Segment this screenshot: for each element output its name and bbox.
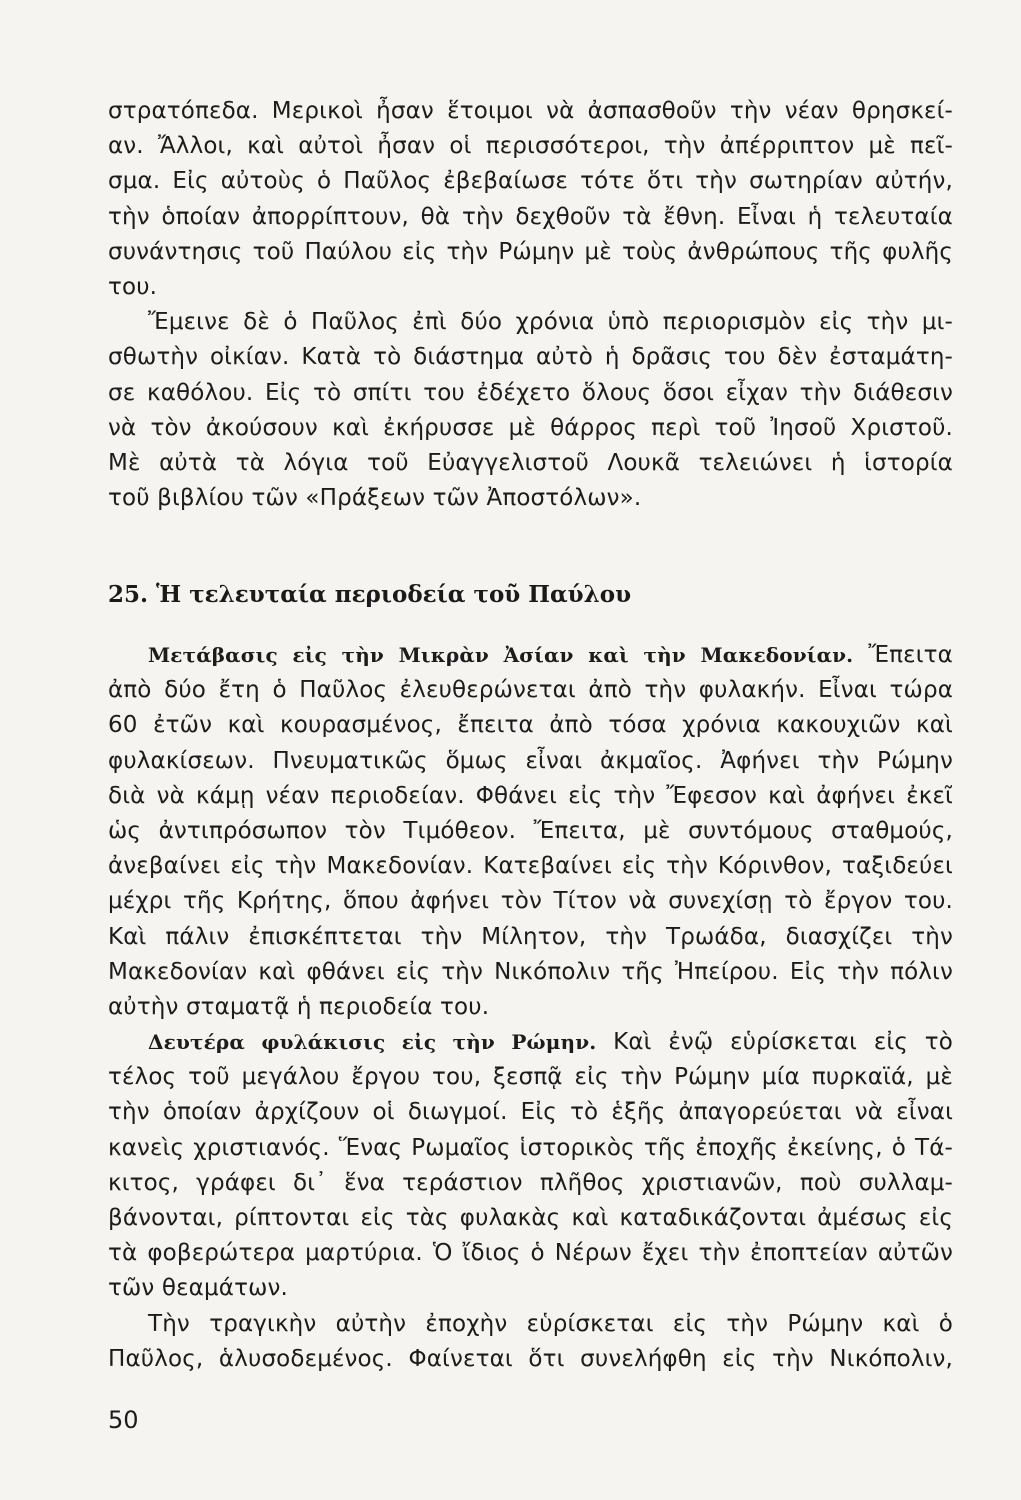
text-line: τῶν θεαμάτων.	[108, 1275, 288, 1302]
text-line: στρατόπεδα. Μερικοὶ ἦσαν ἕτοιμοι νὰ ἀσπασθοῦν τὴν νέαν θρησκεί-	[108, 98, 953, 124]
text-line: σε καθόλου. Εἰς τὸ σπίτι του ἐδέχετο ὅλους ὅσοι εἶχαν τὴν διάθεσιν	[108, 379, 953, 406]
lower-text-block	[108, 638, 953, 1377]
text-line: Τὴν τραγικὴν αὐτὴν ἐποχὴν εὑρίσκεται εἰς τὴν Ρώμην καὶ ὁ	[148, 1310, 953, 1337]
subsection-first-line	[108, 1025, 953, 1060]
text-line: τέλος τοῦ μεγάλου ἔργου του, ξεσπᾷ εἰς τὴν Ρώμην μία πυρκαϊά, μὲ	[108, 1064, 953, 1091]
top-text-block	[108, 94, 953, 516]
text-run: Καὶ ἐνῷ εὑρίσκεται εἰς τὸ	[596, 1029, 953, 1056]
text-line: σθωτὴν οἰκίαν. Κατὰ τὸ διάστημα αὐτὸ ἡ δρᾶσις του δὲν ἐσταμάτη-	[108, 344, 953, 371]
text-line: συνάντησις τοῦ Παύλου εἰς τὴν Ρώμην μὲ τοὺς ἀνθρώπους τῆς φυλῆς	[108, 238, 953, 265]
text-line: αὐτὴν σταματᾷ ἡ περιοδεία του.	[108, 993, 490, 1020]
text-line: σμα. Εἰς αὐτοὺς ὁ Παῦλος ἐβεβαίωσε τότε ὅτι τὴν σωτηρίαν αὐτήν,	[108, 168, 953, 195]
text-line: Καὶ πάλιν ἐπισκέπτεται τὴν Μίλητον, τὴν Τρωάδα, διασχίζει τὴν	[108, 923, 953, 950]
text-line: Μὲ αὐτὰ τὰ λόγια τοῦ Εὐαγγελιστοῦ Λουκᾶ τελειώνει ἡ ἱστορία	[108, 449, 953, 476]
text-line: αν. Ἄλλοι, καὶ αὐτοὶ ἦσαν οἱ περισσότεροι, τὴν ἀπέρριπτον μὲ πεῖ-	[108, 133, 953, 160]
text-line: του.	[108, 273, 158, 300]
section-heading: 25. Ἡ τελευταία περιοδεία τοῦ Παύλου	[108, 581, 632, 608]
text-line: 60 ἐτῶν καὶ κουρασμένος, ἔπειτα ἀπὸ τόσα χρόνια κακουχιῶν καὶ	[108, 712, 953, 739]
text-run: Ἔπειτα	[853, 642, 953, 668]
text-line: ἀπὸ δύο ἔτη ὁ Παῦλος ἐλευθερώνεται ἀπὸ τὴν φυλακήν. Εἶναι τώρα	[108, 677, 953, 704]
text-line: φυλακίσεων. Πνευματικῶς ὅμως εἶναι ἀκμαῖος. Ἀφήνει τὴν Ρώμην	[108, 747, 953, 774]
text-line: νὰ τὸν ἀκούσουν καὶ ἐκήρυσσε μὲ θάρρος περὶ τοῦ Ἰησοῦ Χριστοῦ.	[108, 414, 953, 441]
subsection-title: Μετάβασις εἰς τὴν Μικρὰν Ἀσίαν καὶ τὴν Μακεδονίαν.	[148, 643, 854, 667]
page-number: 50	[108, 1406, 139, 1434]
text-line: Ἔμεινε δὲ ὁ Παῦλος ἐπὶ δύο χρόνια ὑπὸ περιορισμὸν εἰς τὴν μι-	[148, 309, 953, 336]
text-line: μέχρι τῆς Κρήτης, ὅπου ἀφήνει τὸν Τίτον νὰ συνεχίσῃ τὸ ἔργον του.	[108, 888, 953, 915]
text-line: τὴν ὁποίαν ἀρχίζουν οἱ διωγμοί. Εἰς τὸ ἑξῆς ἀπαγορεύεται νὰ εἶναι	[108, 1099, 953, 1126]
text-line: κανεὶς χριστιανός. Ἕνας Ρωμαῖος ἱστορικὸς τῆς ἐποχῆς ἐκείνης, ὁ Τά-	[108, 1134, 953, 1161]
text-line: ἀνεβαίνει εἰς τὴν Μακεδονίαν. Κατεβαίνει εἰς τὴν Κόρινθον, ταξιδεύει	[108, 853, 953, 880]
text-line: κιτος, γράφει δι᾽ ἕνα τεράστιον πλῆθος χριστιανῶν, ποὺ συλλαμ-	[108, 1169, 953, 1196]
text-line: τὴν ὁποίαν ἀπορρίπτουν, θὰ τὴν δεχθοῦν τὰ ἔθνη. Εἶναι ἡ τελευταία	[108, 203, 953, 230]
text-line: ὡς ἀντιπρόσωπον τὸν Τιμόθεον. Ἔπειτα, μὲ συντόμους σταθμούς,	[108, 817, 953, 844]
text-line: βάνονται, ρίπτονται εἰς τὰς φυλακὰς καὶ καταδικάζονται ἀμέσως εἰς	[108, 1205, 953, 1231]
text-line: τοῦ βιβλίου τῶν «Πράξεων τῶν Ἀποστόλων».	[108, 485, 642, 512]
text-line: τὰ φοβερώτερα μαρτύρια. Ὁ ἴδιος ὁ Νέρων ἔχει τὴν ἐποπτείαν αὐτῶν	[108, 1240, 953, 1267]
text-line: Παῦλος, ἁλυσοδεμένος. Φαίνεται ὅτι συνελήφθη εἰς τὴν Νικόπολιν,	[108, 1345, 953, 1372]
text-line: διὰ νὰ κάμῃ νέαν περιοδείαν. Φθάνει εἰς τὴν Ἔφεσον καὶ ἀφήνει ἐκεῖ	[108, 782, 953, 809]
subsection-title: Δευτέρα φυλάκισις εἰς τὴν Ρώμην.	[148, 1030, 597, 1055]
text-line: Μακεδονίαν καὶ φθάνει εἰς τὴν Νικόπολιν τῆς Ἠπείρου. Εἰς τὴν πόλιν	[108, 958, 953, 985]
subsection-first-line	[108, 638, 953, 673]
